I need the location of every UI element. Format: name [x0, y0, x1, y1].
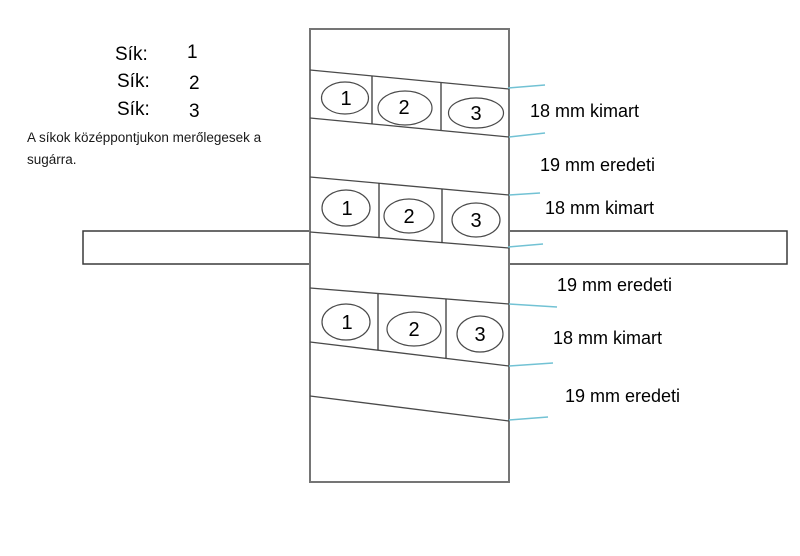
leader-line-2: [509, 133, 545, 137]
measure-label-4: 19 mm eredeti: [557, 275, 673, 295]
measure-label-2: 19 mm eredeti: [540, 155, 656, 175]
note-line-1: A síkok középpontjukon merőlegesek a: [27, 130, 262, 145]
leader-line-1: [508, 85, 545, 88]
band-2-cell-1-number: 1: [341, 198, 353, 220]
plane-value-2: 2: [189, 73, 200, 94]
measure-label-1: 18 mm kimart: [530, 101, 640, 121]
leader-line-6: [509, 363, 553, 366]
leader-line-5: [509, 304, 557, 307]
band-1-cell-1-number: 1: [340, 88, 352, 110]
plane-value-3: 3: [189, 101, 200, 122]
band-3-cell-3-number: 3: [474, 324, 486, 346]
band-3-cell-1-number: 1: [341, 312, 353, 334]
plane-label-1: Sík:: [115, 44, 148, 65]
plane-value-1: 1: [187, 42, 198, 63]
measure-label-6: 19 mm eredeti: [565, 386, 681, 406]
plane-label-3: Sík:: [117, 99, 150, 120]
plane-label-2: Sík:: [117, 71, 150, 92]
plane-legend: [27, 42, 262, 167]
leader-line-3: [509, 193, 540, 195]
leader-line-7: [509, 417, 548, 420]
band-1-cell-3-number: 3: [470, 103, 482, 125]
measure-label-5: 18 mm kimart: [553, 328, 663, 348]
band-3-cell-2-number: 2: [408, 319, 420, 341]
note-line-2: sugárra.: [27, 152, 77, 167]
measure-label-3: 18 mm kimart: [545, 198, 655, 218]
band-2-cell-2-number: 2: [403, 206, 415, 228]
band-1-cell-2-number: 2: [398, 97, 410, 119]
band-2-cell-3-number: 3: [470, 210, 482, 232]
